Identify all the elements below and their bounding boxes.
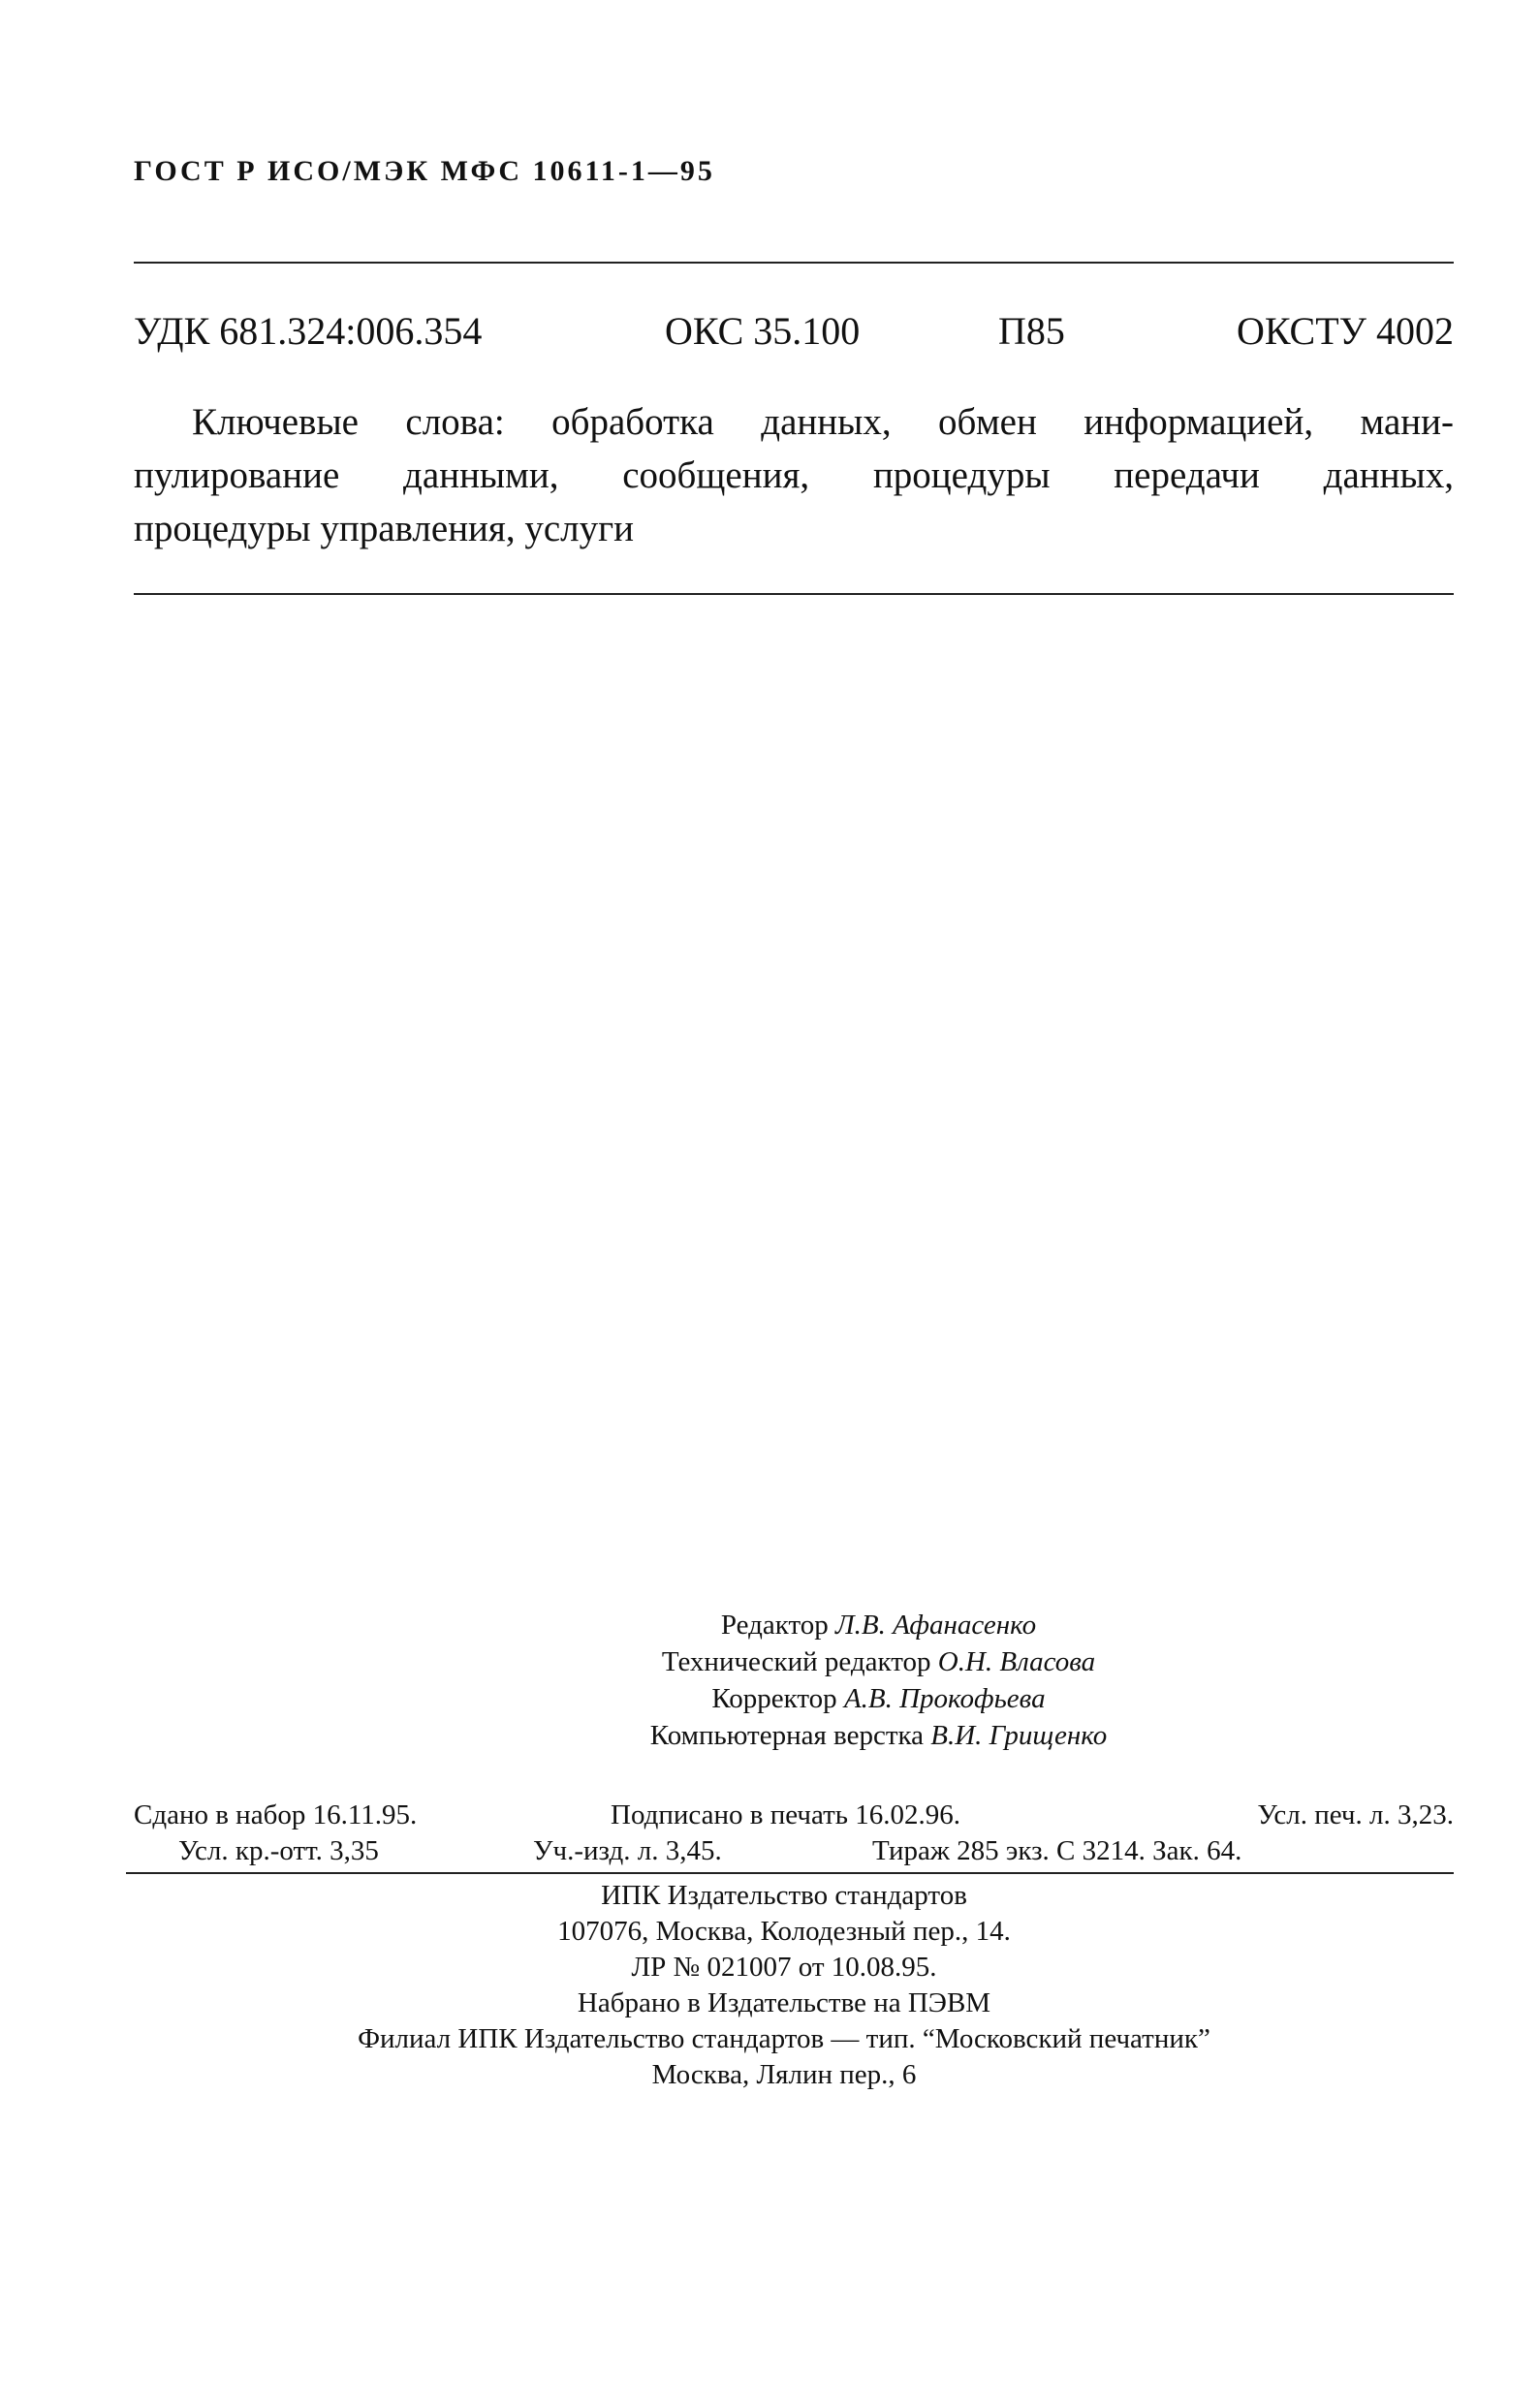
imprint-address: 107076, Москва, Колодезный пер., 14. <box>557 1916 1011 1947</box>
divider-keywords <box>134 593 1454 595</box>
imprint-typeset: Набрано в Издательстве на ПЭВМ <box>577 1987 991 2018</box>
imprint-printer: Филиал ИПК Издательство стандартов — тип. “Московский печатник” <box>358 2023 1210 2054</box>
credit-editor <box>0 1607 1539 1643</box>
group-code: П85 <box>998 309 1065 353</box>
credit-role: Редактор <box>720 1610 829 1641</box>
imprint-printer-address: Москва, Лялин пер., 6 <box>651 2059 917 2090</box>
standard-designation: ГОСТ Р ИСО/МЭК МФС 10611-1—95 <box>134 155 715 187</box>
credit-name: В.И. Грищенко <box>930 1720 1108 1751</box>
credit-role: Компьютерная верстка <box>649 1720 925 1751</box>
submitted-date: Сдано в набор 16.11.95. <box>134 1799 418 1830</box>
okstu-code: ОКСТУ 4002 <box>1236 309 1454 353</box>
credit-name: Л.В. Афанасенко <box>835 1610 1037 1641</box>
oks-code: ОКС 35.100 <box>665 309 861 353</box>
signed-date: Подписано в печать 16.02.96. <box>611 1799 960 1830</box>
imprint-block <box>0 1878 1539 2093</box>
credit-name: О.Н. Власова <box>937 1646 1096 1677</box>
imprint-license: ЛР № 021007 от 10.08.95. <box>631 1952 937 1983</box>
keywords-line: Ключевые слова: обработка данных, обмен информацией, мани- <box>192 401 1454 443</box>
credits-block <box>0 1607 1539 1754</box>
keywords-line: пулирование данными, сообщения, процедуры передачи данных, <box>134 454 1454 496</box>
credit-name: А.В. Прокофьева <box>843 1683 1046 1714</box>
divider-top <box>134 262 1454 264</box>
keywords-line: процедуры управления, услуги <box>134 508 635 549</box>
credit-role: Технический редактор <box>661 1646 931 1677</box>
credit-role: Корректор <box>711 1683 837 1714</box>
divider-imprint <box>126 1872 1454 1874</box>
color-prints: Усл. кр.-отт. 3,35 <box>178 1835 379 1866</box>
pub-sheets: Уч.-изд. л. 3,45. <box>533 1835 722 1866</box>
imprint-publisher: ИПК Издательство стандартов <box>601 1880 967 1911</box>
udk-code: УДК 681.324:006.354 <box>134 309 483 353</box>
print-run: Тираж 285 экз. С 3214. Зак. 64. <box>872 1835 1242 1866</box>
credit-tech-editor <box>0 1643 1539 1680</box>
credit-proofreader <box>0 1680 1539 1717</box>
print-sheets: Усл. печ. л. 3,23. <box>1257 1799 1454 1830</box>
credit-layout <box>0 1717 1539 1754</box>
keywords-paragraph <box>134 395 1454 555</box>
